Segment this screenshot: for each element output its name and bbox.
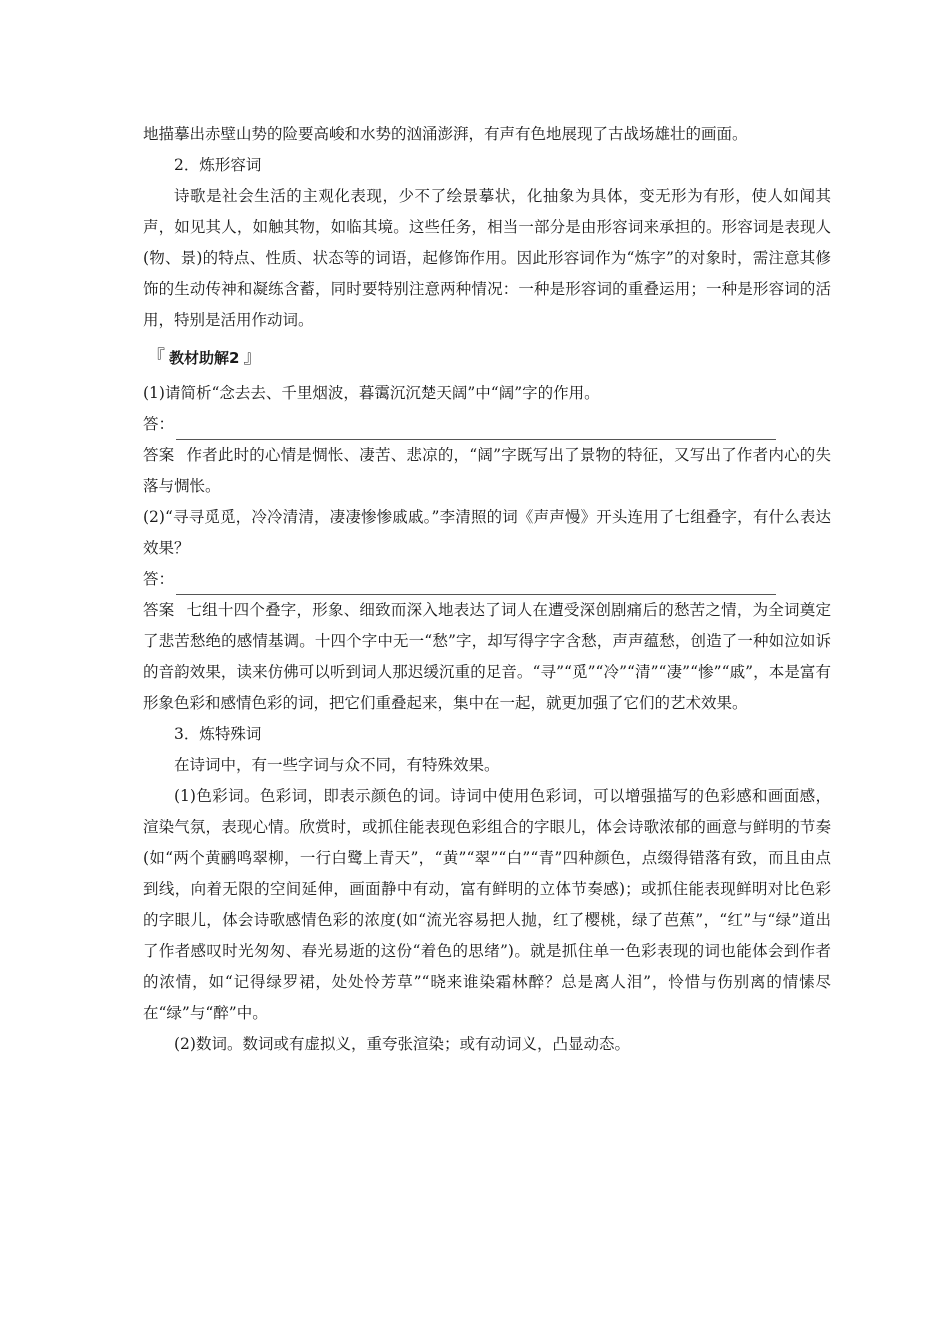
section-open-bracket: 『	[147, 347, 165, 368]
answer-line-1	[143, 409, 831, 440]
answer-line-2	[143, 564, 831, 595]
question-1: (1)请简析“念去去、千里烟波，暮霭沉沉楚天阔”中“阔”字的作用。	[143, 384, 600, 402]
heading-special-words: 3．炼特殊词	[174, 725, 262, 743]
answer-label-2: 答案	[143, 601, 175, 619]
section-close-bracket: 』	[243, 347, 262, 368]
answer-text-1: 作者此时的心情是惆怅、凄苦、悲凉的，“阔”字既写出了景物的特征，又写出了作者内心的失落与惆怅。	[143, 446, 831, 495]
section-title: 教材助解2	[169, 349, 240, 367]
paragraph-continued: 地描摹出赤壁山势的险要高峻和水势的汹涌澎湃，有声有色地展现了古战场雄壮的画面。	[143, 125, 748, 143]
paragraph-numerals: (2)数词。数词或有虚拟义，重夸张渲染；或有动词义，凸显动态。	[174, 1035, 630, 1053]
answer-2	[143, 595, 831, 719]
answer-label-1: 答案	[143, 446, 175, 464]
answer-blank-2[interactable]	[176, 572, 776, 595]
paragraph-adjectives: 诗歌是社会生活的主观化表现，少不了绘景摹状，化抽象为具体，变无形为有形，使人如闻其声，如见其人，如触其物，如临其境。这些任务，相当一部分是由形容词来承担的。形容词是表现人(物、景)的特点、性质、状态等的词语，起修饰作用。因此形容词作为“炼字”的对象时，需注意其修饰的生动传神和凝练含蓄，同时要特别注意两种情况：一种是形容词的重叠运用；一种是形容词的活用，特别是活用作动词。	[143, 187, 831, 329]
question-2: (2)“寻寻觅觅，冷冷清清，凄凄惨惨戚戚。”李清照的词《声声慢》开头连用了七组叠字，有什么表达效果？	[143, 508, 831, 557]
paragraph-special-intro: 在诗词中，有一些字词与众不同，有特殊效果。	[174, 756, 500, 774]
answer-prompt-2: 答：	[143, 570, 175, 588]
section-header	[143, 346, 831, 370]
heading-adjectives: 2．炼形容词	[174, 156, 262, 174]
paragraph-color-words: (1)色彩词。色彩词，即表示颜色的词。诗词中使用色彩词，可以增强描写的色彩感和画面感，渲染气氛，表现心情。欣赏时，或抓住能表现色彩组合的字眼儿，体会诗歌浓郁的画意与鲜明的节奏(如“两个黄鹂鸣翠柳，一行白鹭上青天”，“黄”“翠”“白”“青”四种颜色，点缀得错落有致，而且由点到线，向着无限的空间延伸，画面静中有动，富有鲜明的立体节奏感)；或抓住能表现鲜明对比色彩的字眼儿，体会诗歌感情色彩的浓度(如“流光容易把人抛，红了樱桃，绿了芭蕉”，“红”与“绿”道出了作者感叹时光匆匆、春光易逝的这份“着色的思绪”)。就是抓住单一色彩表现的词也能体会到作者的浓情，如“记得绿罗裙，处处怜芳草”“晓来谁染霜林醉？总是离人泪”，怜惜与伤别离的情愫尽在“绿”与“醉”中。	[143, 787, 831, 1022]
document-page	[143, 119, 831, 1060]
answer-blank-1[interactable]	[176, 417, 776, 440]
answer-text-2: 七组十四个叠字，形象、细致而深入地表达了词人在遭受深创剧痛后的愁苦之情，为全词奠定了悲苦愁绝的感情基调。十四个字中无一“愁”字，却写得字字含愁，声声蕴愁，创造了一种如泣如诉的音韵效果，读来仿佛可以听到词人那迟缓沉重的足音。“寻”“觅”“冷”“清”“凄”“惨”“戚”，本是富有形象色彩和感情色彩的词，把它们重叠起来，集中在一起，就更加强了它们的艺术效果。	[143, 601, 831, 712]
answer-1	[143, 440, 831, 502]
answer-prompt-1: 答：	[143, 415, 175, 433]
